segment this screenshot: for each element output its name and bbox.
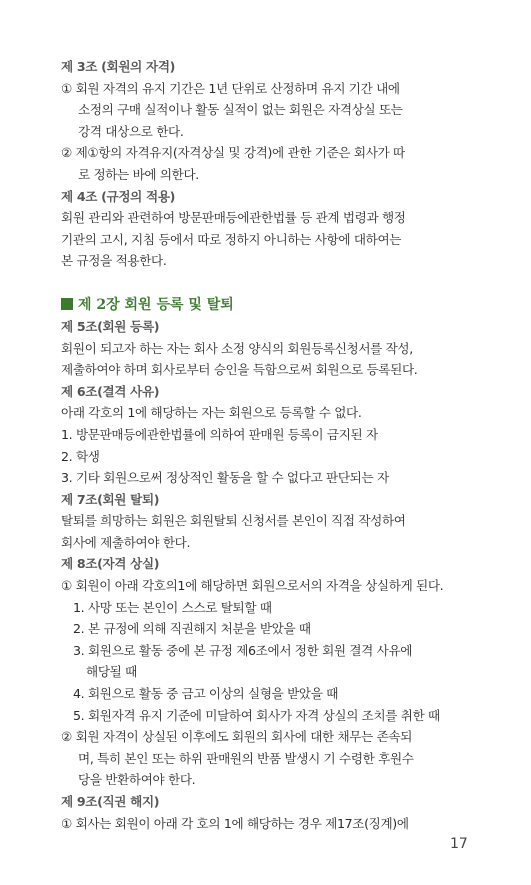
article-8-item: 3. 회원으로 활동 중에 본 규정 제6조에서 정한 회원 결격 사유에 [73,642,413,658]
chapter-2-heading [61,294,471,316]
article-5-text: 제출하여야 하며 회사로부터 승인을 득함으로써 회원으로 등록된다. [61,362,418,378]
article-4-text: 본 규정을 적용한다. [61,253,167,269]
article-4-heading: 제 4조 (규정의 적용) [61,188,176,204]
article-8-clause-1: ① 회원이 아래 각호의1에 해당하면 회원으로서의 자격을 상실하게 된다. [61,578,444,594]
article-7-text: 탈퇴를 희망하는 회원은 회원탈퇴 신청서를 본인이 직접 작성하여 [61,513,406,529]
article-7-heading: 제 7조(회원 탈퇴) [61,491,160,507]
article-7-text: 회사에 제출하여야 한다. [61,534,191,550]
article-4-text: 회원 관리와 관련하여 방문판매등에관한법률 등 관계 법령과 행정 [61,210,406,226]
article-8-item: 5. 회원자격 유지 기준에 미달하여 회사가 자격 상실의 조치를 취한 때 [73,707,440,723]
article-8-clause-2: ② 회원 자격이 상실된 이후에도 회원의 회사에 대한 채무는 존속되 [61,729,413,745]
article-3-clause-1-cont: 강격 대상으로 한다. [78,123,184,139]
article-5-heading: 제 5조(회원 등록) [61,318,160,334]
article-6-item: 1. 방문판매등에관한법률에 의하여 판매원 등록이 금지된 자 [61,426,378,442]
article-8-clause-2-cont: 당을 반환하여야 한다. [78,772,196,788]
article-8-item: 4. 회원으로 활동 중 금고 이상의 실형을 받았을 때 [73,686,339,702]
article-8-clause-2-cont: 며, 특히 본인 또는 하위 판매원의 반품 발생시 기 수령한 후원수 [78,750,414,766]
article-9-heading: 제 9조(직권 해지) [61,794,160,809]
article-8-item: 1. 사망 또는 본인이 스스로 탈퇴할 때 [73,599,272,615]
article-8-item-cont: 해당될 때 [86,664,137,680]
article-3-heading: 제 3조 (회원의 자격) [61,59,176,74]
page-number: 17 [450,836,468,852]
article-3-clause-1: ① 회원 자격의 유지 기간은 1년 단위로 산정하며 유지 기간 내에 [61,80,400,96]
article-6-item: 2. 학생 [61,448,100,464]
article-4-text: 기관의 고시, 지침 등에서 따로 정하지 아니하는 사항에 대하여는 [61,231,402,247]
article-3-clause-1-cont: 소정의 구매 실적이나 활동 실적이 없는 회원은 자격상실 또는 [78,102,403,118]
rules-page [61,56,471,834]
article-8-item: 2. 본 규정에 의해 직권해지 처분을 받았을 때 [73,621,311,637]
article-6-heading: 제 6조(결격 사유) [61,383,160,399]
article-6-text: 아래 각호의 1에 해당하는 자는 회원으로 등록할 수 없다. [61,405,362,421]
article-5-text: 회원이 되고자 하는 자는 회사 소정 양식의 회원등록신청서를 작성, [61,340,413,356]
article-8-heading: 제 8조(자격 상실) [61,556,160,572]
article-3-clause-2-cont: 로 정하는 바에 의한다. [78,166,199,182]
article-9-clause-1: ① 회사는 회원이 아래 각 호의 1에 해당하는 경우 제17조(징계)에 [61,815,409,831]
chapter-2-title: 제 2장 회원 등록 및 탈퇴 [78,296,234,313]
article-3-clause-2: ② 제①항의 자격유지(자격상실 및 강격)에 관한 기준은 회사가 따 [61,145,405,161]
square-bullet-icon [61,298,73,310]
article-6-item: 3. 기타 회원으로써 정상적인 활동을 할 수 없다고 판단되는 자 [61,470,389,486]
